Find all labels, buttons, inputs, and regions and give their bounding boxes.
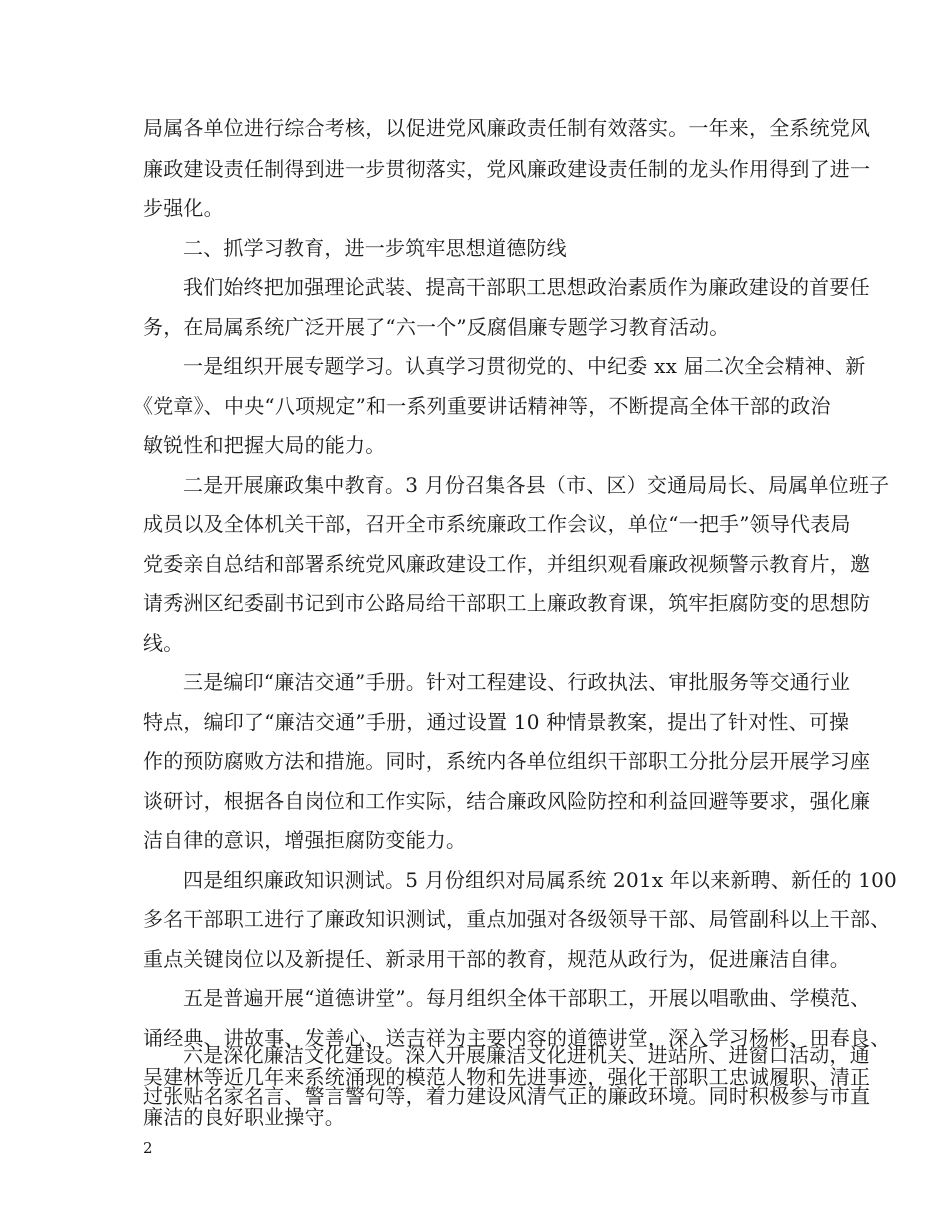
text-line: 党委亲自总结和部署系统党风廉政建设工作，并组织观看廉政视频警示教育片，邀 [143,552,871,576]
text-line: 局属各单位进行综合考核，以促进党风廉政责任制有效落实。一年来，全系统党风 [143,116,871,140]
text-line: 一是组织开展专题学习。认真学习贯彻党的、中纪委 xx 届二次全会精神、新 [183,354,866,378]
text-line: 三是编印“廉洁交通”手册。针对工程建设、行政执法、审批服务等交通行业 [183,670,851,694]
text-line: 廉洁的良好职业操守。 [143,1105,345,1129]
text-line: 吴建林等近几年来系统涌现的模范人物和先进事迹，强化干部职工忠诚履职、清正 [143,1065,871,1089]
text-line: 谈研讨，根据各自岗位和工作实际，结合廉政风险防控和利益回避等要求，强化廉 [143,789,871,813]
text-line: 我们始终把加强理论武装、提高干部职工思想政治素质作为廉政建设的首要任 [183,275,870,299]
section-heading: 二、抓学习教育，进一步筑牢思想道德防线 [183,236,567,260]
text-line: 《党章》、中央“八项规定”和一系列重要讲话精神等，不断提高全体干部的政治 [133,394,831,418]
page-number: 2 [143,1139,153,1157]
text-line: 线。 [143,631,184,655]
text-line: 五是普遍开展“道德讲堂”。每月组织全体干部职工，开展以唱歌曲、学模范、 [183,986,871,1010]
text-line: 过张贴名家名言、警言警句等，着力建设风清气正的廉政环境。同时积极参与市直 [143,1084,871,1108]
text-line: 诵经典、讲故事、发善心、送吉祥为主要内容的道德讲堂，深入学习杨彬、田春良、 [143,1026,891,1050]
text-line: 洁自律的意识，增强拒腐防变能力。 [143,828,467,852]
text-line: 敏锐性和把握大局的能力。 [143,433,386,457]
text-line: 务，在局属系统广泛开展了“六一个”反腐倡廉专题学习教育活动。 [143,315,730,339]
text-line: 多名干部职工进行了廉政知识测试，重点加强对各级领导干部、局管副科以上干部、 [143,907,891,931]
text-line: 特点，编印了“廉洁交通”手册，通过设置 10 种情景教案，提出了针对性、可操 [143,710,850,734]
text-line: 二是开展廉政集中教育。3 月份召集各县（市、区）交通局局长、局属单位班子 [183,473,890,497]
text-line: 廉政建设责任制得到进一步贯彻落实，党风廉政建设责任制的龙头作用得到了进一 [143,157,871,181]
text-line: 成员以及全体机关干部，召开全市系统廉政工作会议，单位“一把手”领导代表局 [143,512,851,536]
text-line: 作的预防腐败方法和措施。同时，系统内各单位组织干部职工分批分层开展学习座 [143,749,871,773]
text-line: 请秀洲区纪委副书记到市公路局给干部职工上廉政教育课，筑牢拒腐防变的思想防 [143,591,871,615]
text-line: 重点关键岗位以及新提任、新录用干部的教育，规范从政行为，促进廉洁自律。 [143,947,850,971]
text-line: 步强化。 [143,196,224,220]
text-line: 四是组织廉政知识测试。5 月份组织对局属系统 201x 年以来新聘、新任的 100 [183,868,897,892]
text-line: 六是深化廉洁文化建设。深入开展廉洁文化进机关、进站所、进窗口活动，通 [183,1043,870,1067]
